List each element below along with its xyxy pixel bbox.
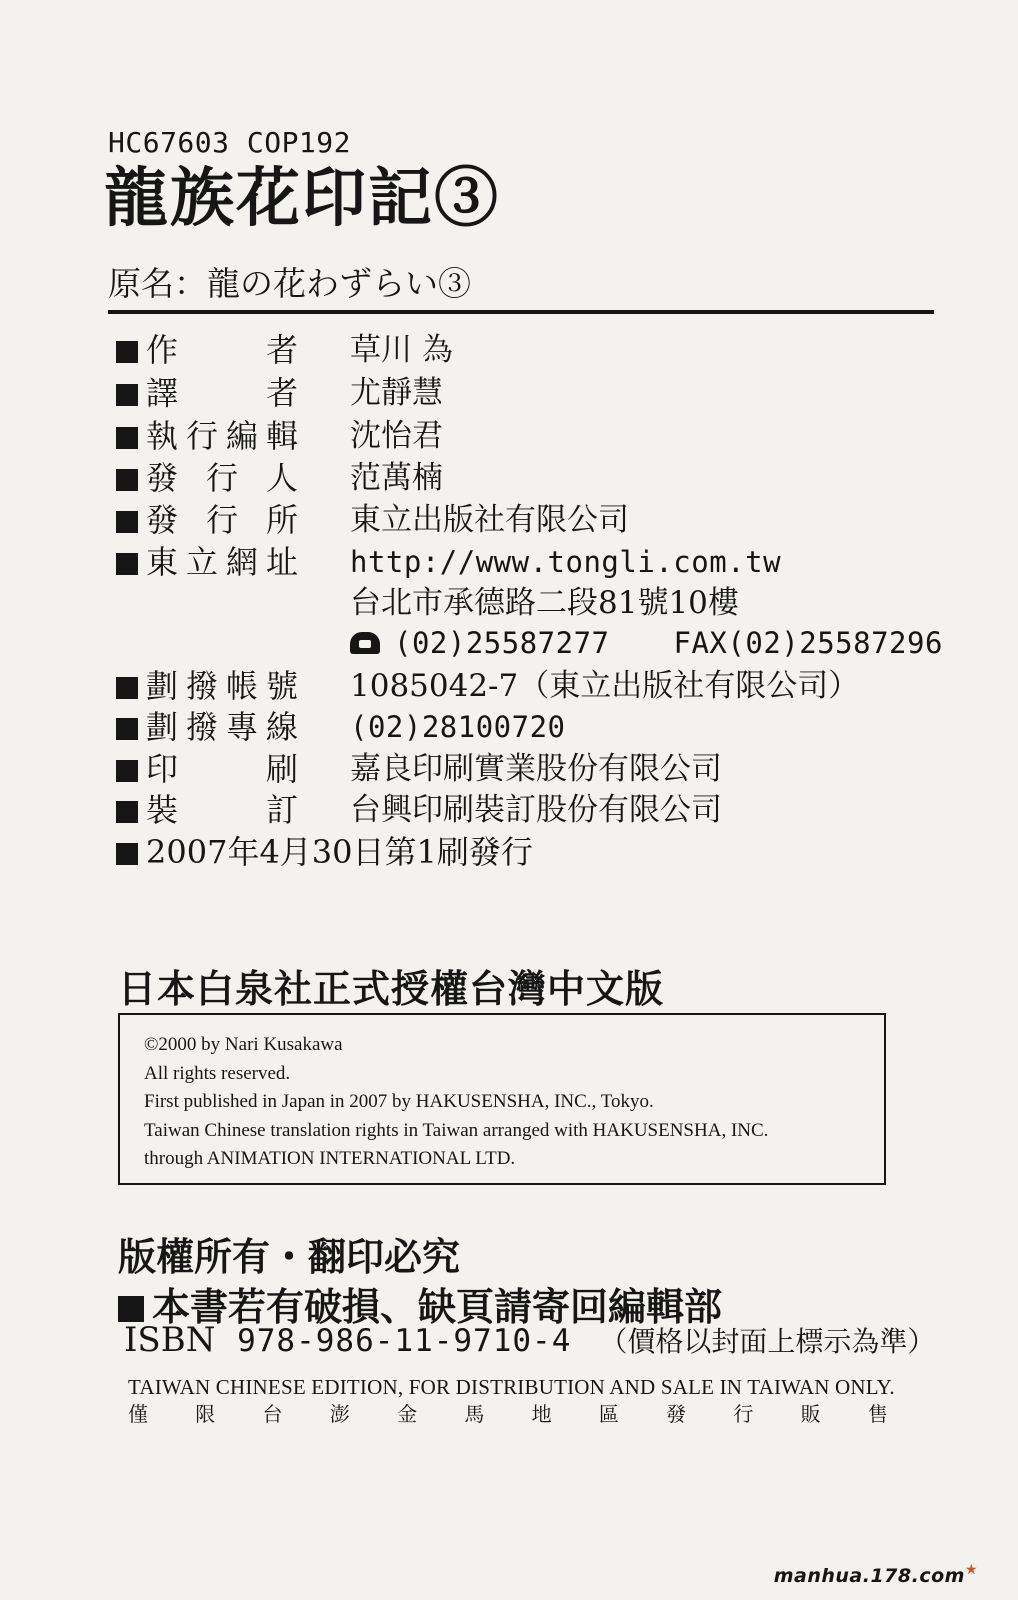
phone-number: (02)25587277: [394, 626, 610, 660]
credit-value: 草川 為: [350, 332, 453, 368]
catalog-code: HC67603 COP192: [108, 126, 352, 159]
rights-notice: 版權所有・翻印必究: [118, 1234, 461, 1279]
authorization-notice: 日本白泉社正式授權台灣中文版: [118, 966, 665, 1011]
credit-row-translator: [116, 373, 936, 413]
bullet-square: [116, 677, 138, 699]
bullet-square: [116, 427, 138, 449]
credit-value: 尤靜慧: [350, 375, 443, 411]
credit-row-printing: [116, 749, 936, 789]
star-icon: ★: [964, 1562, 978, 1578]
isbn-number: 978-986-11-9710-4: [237, 1323, 572, 1359]
copyright-line: First published in Japan in 2007 by HAKUSENSHA, INC., Tokyo.: [144, 1091, 654, 1112]
credit-label: 印刷: [146, 750, 298, 788]
credit-value: 嘉良印刷實業股份有限公司: [350, 751, 722, 787]
credit-value: 1085042-7（東立出版社有限公司）: [350, 668, 860, 704]
credit-row-website: [116, 542, 936, 582]
divider-rule: [108, 310, 934, 314]
credit-value: 台興印刷裝訂股份有限公司: [350, 792, 722, 828]
credit-row-editor: [116, 416, 936, 456]
credit-value: 沈怡君: [350, 418, 443, 454]
bullet-square: [118, 1296, 144, 1322]
bullet-square: [116, 843, 138, 865]
credit-value: (02)28100720: [350, 710, 566, 744]
original-title: 原名：龍の花わずらい③: [108, 264, 471, 303]
book-title: 龍族花印記③: [104, 161, 500, 236]
credit-label: 劃撥專線: [146, 708, 298, 746]
bullet-square: [116, 718, 138, 740]
bullet-square: [116, 384, 138, 406]
damage-notice: 本書若有破損、缺頁請寄回編輯部: [118, 1276, 722, 1331]
website-url: http://www.tongli.com.tw: [350, 545, 782, 579]
credit-label: 發行人: [146, 459, 298, 497]
copyright-line: All rights reserved.: [144, 1063, 291, 1084]
copyright-line: Taiwan Chinese translation rights in Taiwan arranged with HAKUSENSHA, INC.: [144, 1120, 769, 1141]
isbn-label: ISBN: [124, 1320, 216, 1360]
address: 台北市承德路二段81號10樓: [350, 585, 739, 621]
credit-value: 東立出版社有限公司: [350, 502, 629, 538]
address-row: [116, 583, 936, 623]
credit-row-publisher-company: [116, 500, 936, 540]
copyright-box: [118, 1013, 886, 1185]
credit-label: 作者: [146, 331, 298, 369]
price-note: （價格以封面上標示為準）: [599, 1325, 936, 1358]
telephone-icon: [350, 632, 380, 654]
distribution-notice-zh: 僅 限 台 澎 金 馬 地 區 發 行 販 售: [128, 1402, 888, 1426]
bullet-square: [116, 553, 138, 575]
credit-row-giro-line: [116, 707, 936, 747]
credit-row-publisher-person: [116, 458, 936, 498]
credit-row-giro-account: [116, 666, 936, 706]
credit-row-binding: [116, 790, 936, 830]
copyright-line: ©2000 by Nari Kusakawa: [144, 1034, 343, 1055]
bullet-square: [116, 511, 138, 533]
credit-label: 劃撥帳號: [146, 667, 298, 705]
credit-label: 譯者: [146, 374, 298, 412]
fax-number: FAX(02)25587296: [673, 626, 943, 660]
credit-label: 東立網址: [146, 543, 298, 581]
bullet-square: [116, 469, 138, 491]
credit-label: 發行所: [146, 501, 298, 539]
copyright-line: through ANIMATION INTERNATIONAL LTD.: [144, 1148, 516, 1169]
bullet-square: [116, 341, 138, 363]
isbn-line: [124, 1320, 935, 1360]
distribution-notice-en: TAIWAN CHINESE EDITION, FOR DISTRIBUTION AND SALE IN TAIWAN ONLY.: [128, 1375, 895, 1399]
bullet-square: [116, 801, 138, 823]
bullet-square: [116, 760, 138, 782]
credit-value: 范萬楠: [350, 460, 443, 496]
site-watermark: manhua.178.com★: [773, 1562, 978, 1587]
phone-row: [116, 623, 943, 663]
credit-label: 執行編輯: [146, 417, 298, 455]
credit-row-author: [116, 330, 936, 370]
credit-label: 裝訂: [146, 791, 298, 829]
publish-date: 2007年4月30日第1刷發行: [116, 832, 533, 872]
